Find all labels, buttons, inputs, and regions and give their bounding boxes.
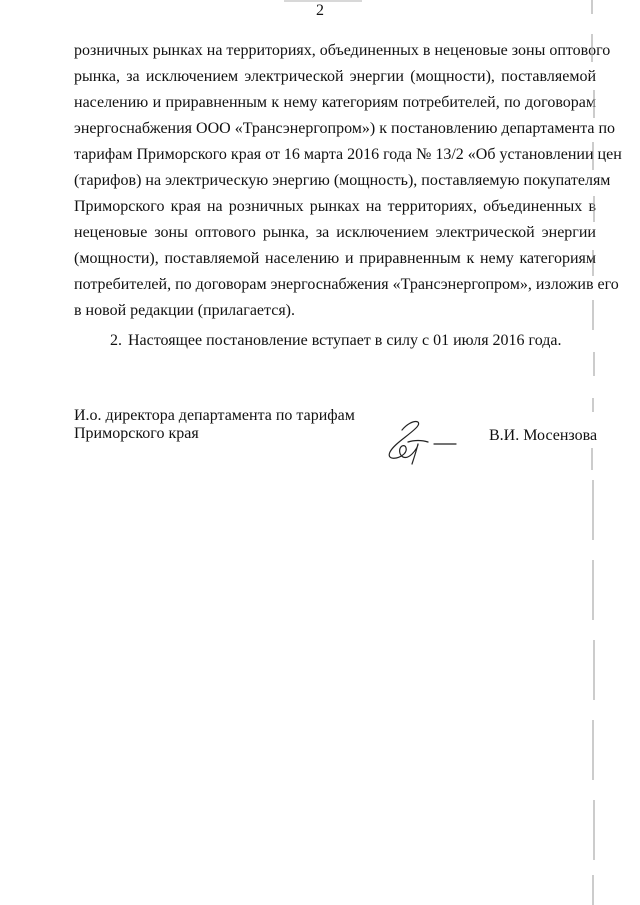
signatory-position-line-2: Приморского края [74, 425, 199, 442]
paragraph-line: энергоснабжения ООО «Трансэнергопром») к постановлению департамента по [74, 120, 616, 137]
paragraph-line: тарифам Приморского края от 16 марта 2016 года № 13/2 «Об установлении цен [74, 146, 622, 163]
handwritten-signature [372, 414, 458, 470]
signatory-position-line-1: И.о. директора департамента по тарифам [74, 407, 355, 424]
paragraph-line: розничных рынках на территориях, объединенных в неценовые зоны оптового [74, 42, 611, 59]
page-number: 2 [316, 2, 324, 19]
list-item-text: Настоящее постановление вступает в силу с 01 июля 2016 года. [128, 332, 562, 349]
paragraph-line: потребителей, по договорам энергоснабжения «Трансэнергопром», изложив его [74, 276, 619, 293]
signatory-position [74, 407, 355, 443]
paragraph-line: (тарифов) на электрическую энергию (мощность), поставляемую покупателям [74, 172, 611, 189]
scan-edge-marks [578, 0, 602, 905]
list-item-2 [110, 328, 562, 354]
signatory-name: В.И. Мосензова [489, 427, 598, 444]
paragraph-line: (мощности), поставляемой населению и приравненным к нему категориям [74, 250, 596, 267]
list-item-number: 2. [110, 332, 122, 349]
paragraph-line: неценовые зоны оптового рынка, за исключением электрической энергии [74, 224, 596, 241]
paragraph-line-last: в новой редакции (прилагается). [74, 302, 295, 319]
paragraph-line: населению и приравненным к нему категориям потребителей, по договорам [74, 94, 596, 111]
paragraph-line: рынка, за исключением электрической энергии (мощности), поставляемой [74, 68, 596, 85]
paragraph-1-continuation [74, 38, 622, 324]
paragraph-line: Приморского края на розничных рынках на территориях, объединенных в [74, 198, 596, 215]
